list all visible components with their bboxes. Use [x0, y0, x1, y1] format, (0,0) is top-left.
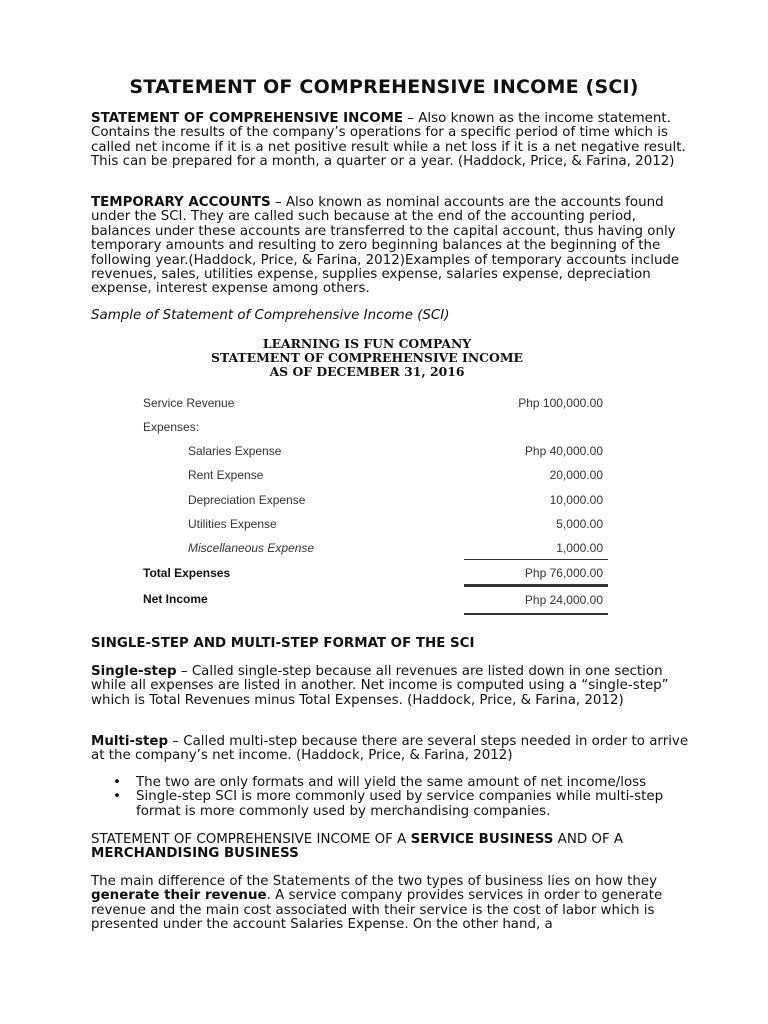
expense-amount: 5,000.00: [556, 517, 603, 531]
bullet-text: The two are only formats and will yield the same amount of net income/loss: [136, 775, 647, 790]
expense-label: Depreciation Expense: [188, 493, 306, 507]
difference-bold: generate their revenue: [91, 888, 267, 904]
total-rule: [464, 584, 608, 587]
bullet-item: [91, 776, 691, 790]
bullet-text: Single-step SCI is more commonly used by service companies while multi-step format is more commonly used by merchandising companies.: [136, 789, 664, 819]
sample-caption: Sample of Statement of Comprehensive Income (SCI): [91, 308, 450, 323]
expense-amount: Php 40,000.00: [524, 444, 603, 458]
difference-text: The main difference of the Statements of the two types of business lies on how they: [91, 874, 658, 889]
document-title: STATEMENT OF COMPREHENSIVE INCOME (SCI): [129, 76, 639, 98]
multi-step-text: – Called multi-step because there are several steps needed in order to arrive at the company’s net income. (Haddock, Price, & Farina, 2012): [91, 734, 689, 764]
difference-paragraph: [91, 875, 691, 933]
subtotal-rule: [464, 559, 608, 560]
bullet-dot-icon: •: [113, 775, 121, 790]
format-heading: SINGLE-STEP AND MULTI-STEP FORMAT OF THE SCI: [91, 636, 475, 651]
heading-bold: SERVICE BUSINESS: [410, 832, 554, 847]
heading-bold: MERCHANDISING BUSINESS: [91, 846, 299, 862]
service-revenue-amount: Php 100,000.00: [518, 396, 603, 410]
multi-step-term: Multi-step: [91, 734, 169, 749]
temporary-accounts-text: – Also known as nominal accounts are the accounts found under the SCI. They are called such because at the end of the accounting period, balances under these accounts are transferred to the capital account, thus having only temporary amounts and resulting to zero beginning balances at the beginning of the following year.(Haddock, Price, & Farina, 2012)Examples of temporary accounts include revenues, sales, utilities expense, supplies expense, salaries expense, depreciation expense, interest expense among others.: [91, 195, 680, 297]
net-income-amount: Php 24,000.00: [524, 593, 603, 607]
sci-definition: [91, 112, 691, 170]
expense-label: Utilities Expense: [188, 517, 277, 531]
expense-amount: 1,000.00: [556, 541, 603, 555]
expense-label: Salaries Expense: [188, 444, 282, 458]
expense-amount: 20,000.00: [549, 468, 603, 482]
expense-label: Rent Expense: [188, 468, 264, 482]
multi-step-paragraph: [91, 735, 691, 764]
single-step-paragraph: [91, 665, 691, 708]
expense-label: Miscellaneous Expense: [188, 541, 315, 555]
temporary-accounts-definition: [91, 196, 691, 297]
total-expenses-label: Total Expenses: [143, 566, 231, 580]
service-merchandising-heading: [91, 833, 691, 862]
sci-term: STATEMENT OF COMPREHENSIVE INCOME: [91, 111, 404, 126]
bullet-item: [91, 790, 691, 819]
heading-part: STATEMENT OF COMPREHENSIVE INCOME OF A: [91, 832, 411, 847]
bullet-dot-icon: •: [113, 789, 121, 805]
single-step-text: – Called single-step because all revenues are listed down in one section while all expenses are listed in another. Net income is computed using a “single-step” which is Total Revenues minus Total Expenses. (Haddock, Price, & Farina, 2012): [91, 664, 669, 708]
sci-definition-text: – Also known as the income statement. Contains the results of the company’s operations for a specific period of time which is called net income if it is a net positive result while a net loss if it is a net negative result. This can be prepared for a month, a quarter or a year. (Haddock, Price, & Farina, 2012): [91, 111, 686, 170]
heading-part: AND OF A: [553, 832, 624, 847]
difference-text: . A service company provides services in order to generate revenue and the main cost associated with their service is the cost of labor which is presented under the account Salaries Expense. On the other hand, a: [91, 888, 663, 933]
statement-name: STATEMENT OF COMPREHENSIVE INCOME: [211, 350, 523, 365]
statement-company: LEARNING IS FUN COMPANY: [262, 336, 472, 351]
service-revenue-label: Service Revenue: [143, 396, 235, 410]
single-step-term: Single-step: [91, 664, 177, 679]
format-bullet-list: [91, 776, 691, 819]
statement-date: AS OF DECEMBER 31, 2016: [269, 364, 465, 379]
net-income-label: Net Income: [143, 592, 208, 606]
temporary-accounts-term: TEMPORARY ACCOUNTS: [91, 195, 271, 210]
expenses-label: Expenses:: [143, 420, 200, 434]
total-expenses-amount: Php 76,000.00: [524, 566, 603, 580]
net-income-rule: [464, 613, 608, 615]
expense-amount: 10,000.00: [549, 493, 603, 507]
